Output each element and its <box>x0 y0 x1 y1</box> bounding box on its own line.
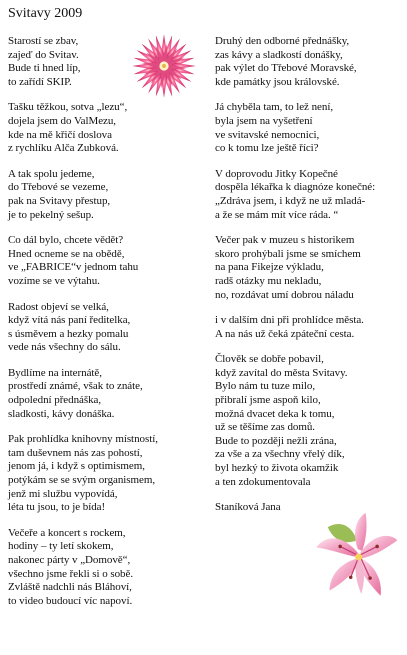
poem-line: a ten zdokumentovala <box>215 475 311 488</box>
poem-line: Co dál bylo, chcete vědět? <box>8 234 124 247</box>
left-stanza-8 <box>8 527 213 609</box>
poem-line: i v dalším dni při prohlídce města. <box>215 314 364 327</box>
poem-line: byla jsem na vyšetření <box>215 114 313 127</box>
poem-line: sladkosti, kávy donáška. <box>8 407 115 420</box>
poem-line: co k tomu lze ještě říci? <box>215 142 319 155</box>
poem-line: do Třebové se vezeme, <box>8 181 109 194</box>
poem-line: no, rozdávat umí dobrou náladu <box>215 288 354 301</box>
poem-line: Druhý den odborné přednášky, <box>215 35 350 47</box>
left-stanza-4 <box>8 234 213 288</box>
poem-line: s úsměvem a hezky pomalu <box>8 327 129 340</box>
poem-line: přibralí jsme aspoň kilo, <box>215 394 321 407</box>
poem-line: a že se mám mít více ráda. “ <box>215 208 339 221</box>
right-poem-column <box>215 35 405 515</box>
poem-line: ve svitavské nemocnici, <box>215 128 320 141</box>
poem-line: z rychlíku Alča Zubková. <box>8 142 119 155</box>
poem-line: léta tu jsou, to je bída! <box>8 501 106 514</box>
poem-line: Já chyběla tam, to lež není, <box>215 101 334 114</box>
poem-line: Bylo nám tu tuze milo, <box>215 380 316 393</box>
left-stanza-3 <box>8 168 213 222</box>
poem-line: Bude ti hned líp, <box>8 62 81 75</box>
poem-line: A tak spolu jedeme, <box>8 167 95 180</box>
poem-line: Radost objeví se velká, <box>8 300 109 313</box>
poem-line: za vše a za všechny vřelý dík, <box>215 448 345 461</box>
poem-line: Večer pak v muzeu s historikem <box>215 234 355 247</box>
poem-line: vozíme se ve výtahu. <box>8 274 100 287</box>
poem-line: kde památky jsou královské. <box>215 75 340 88</box>
poem-line: to video budoucí víc napoví. <box>8 594 133 607</box>
poem-line: prostředí známé, však to znáte, <box>8 380 143 393</box>
left-stanza-7 <box>8 433 213 515</box>
right-stanza-6 <box>215 353 405 489</box>
poem-line: Člověk se dobře pobavil, <box>215 353 324 366</box>
poem-line: Bydlíme na internátě, <box>8 366 102 379</box>
poem-line: Zvláště nadchli nás Bláhoví, <box>8 581 132 594</box>
right-stanza-5 <box>215 314 405 341</box>
poem-line: už se těšíme zas domů. <box>215 421 316 434</box>
right-stanza-2 <box>215 101 405 155</box>
poem-line: ve „FABRICE“v jednom tahu <box>8 261 139 274</box>
poem-line: kde na mě křičí doslova <box>8 128 112 141</box>
poem-line: odpolední přednáška, <box>8 394 102 407</box>
pink-dahlia-icon <box>131 33 197 99</box>
right-stanza-1 <box>215 35 405 89</box>
poem-line: nakonec párty v „Domově“, <box>8 554 131 566</box>
poem-line: na pana Fikejze výkladu, <box>215 261 324 274</box>
poem-line: vede nás všechny do sálu. <box>8 341 121 354</box>
poem-line: V doprovodu Jitky Kopečné <box>215 167 338 180</box>
poem-line: byl hezký to života okamžik <box>215 462 339 475</box>
poem-line: dojela jsem do ValMezu, <box>8 114 117 127</box>
poem-line: hodiny – ty letí skokem, <box>8 540 114 553</box>
left-stanza-5 <box>8 301 213 355</box>
left-stanza-2 <box>8 101 213 155</box>
poem-line: potýkám se se svým organismem, <box>8 474 156 487</box>
poem-line: to zařídí SKIP. <box>8 75 72 88</box>
poem-line: Tašku těžkou, sotva „lezu“, <box>8 101 128 114</box>
poem-signature: Staníková Jana <box>215 501 281 514</box>
poem-line: Starostí se zbav, <box>8 35 79 47</box>
poem-line: Hned ocneme se na obědě, <box>8 247 125 260</box>
poem-line: skoro prohýbali jsme se smíchem <box>215 247 361 260</box>
poem-line: A na nás už čeká zpáteční cesta. <box>215 327 355 340</box>
poem-line: dospěla lékařka k diagnóze konečné: <box>215 181 376 194</box>
poem-line: zas kávy a sladkostí donášky, <box>215 48 343 61</box>
poem-line: všechno jsme řekli si o sobě. <box>8 567 134 580</box>
poem-title: Svitavy 2009 <box>8 6 83 21</box>
poem-line: „Zdráva jsem, i když ne už mladá- <box>215 194 366 207</box>
pink-lily-icon <box>312 511 400 603</box>
left-poem-column <box>8 35 213 620</box>
poem-line: jenom já, i když s optimismem, <box>8 460 145 473</box>
poem-line: tam duševnem nás zas pohostí, <box>8 446 143 459</box>
poem-line: radš otázky mu nekladu, <box>215 274 322 287</box>
poem-line: když zavítal do města Svitavy. <box>215 366 348 379</box>
poem-line: jenž mi službu vypovídá, <box>8 487 118 500</box>
left-stanza-6 <box>8 367 213 421</box>
poem-line: když vítá nás paní ředitelka, <box>8 314 131 327</box>
right-stanza-3 <box>215 168 405 222</box>
poem-line: zajeď do Svitav. <box>8 48 79 61</box>
poem-line: možná dvacet deka k tomu, <box>215 407 335 420</box>
poem-line: pak na Svitavy přestup, <box>8 194 111 207</box>
poem-line: pak výlet do Třebové Moravské, <box>215 62 357 75</box>
poem-line: je to pekelný sešup. <box>8 208 94 221</box>
right-stanza-4 <box>215 234 405 302</box>
poem-line: Pak prohlídka knihovny místností, <box>8 433 158 446</box>
poem-line: Večeře a koncert s rockem, <box>8 526 126 539</box>
poem-line: Bude to později nežli zrána, <box>215 434 337 447</box>
